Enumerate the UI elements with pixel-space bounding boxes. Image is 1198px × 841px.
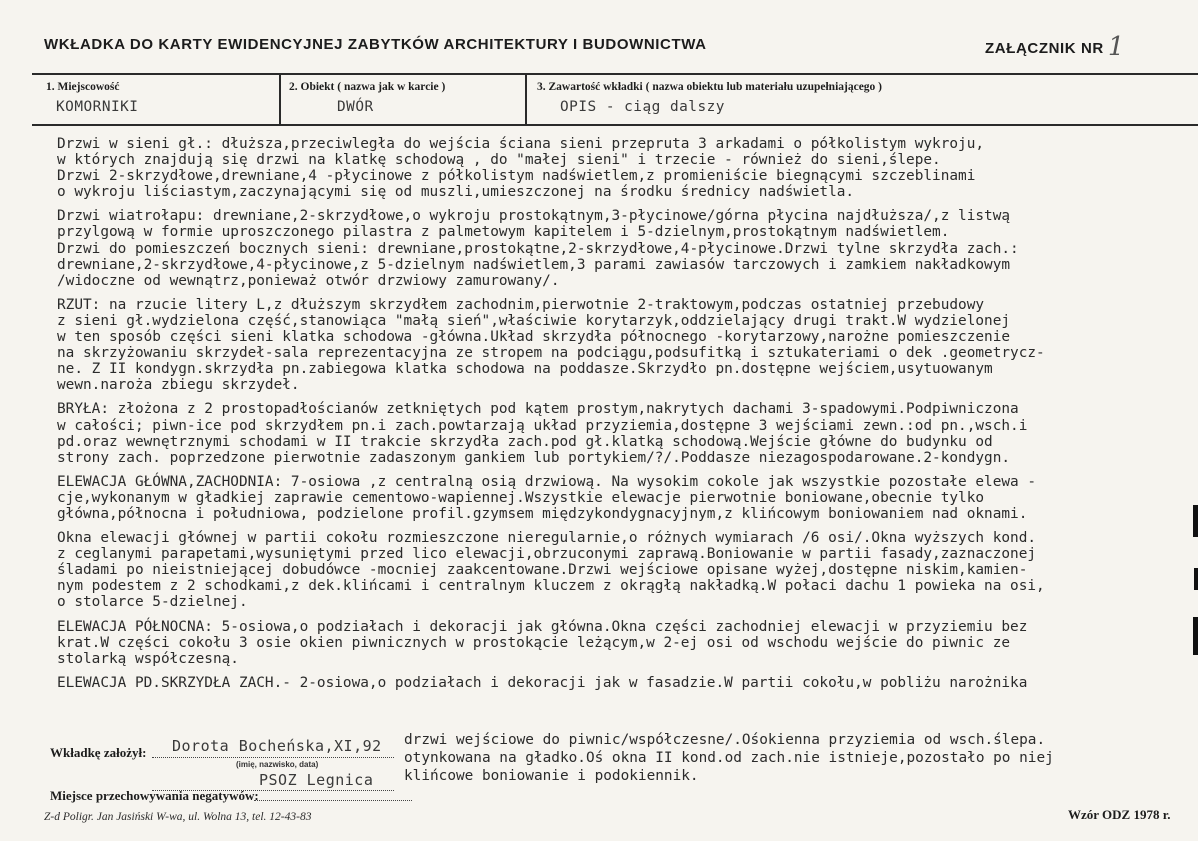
location-label: 1. Miejscowość [46,81,120,93]
typed-line: stolarką współczesną. [57,650,239,667]
established-dotted-line [152,757,394,758]
attachment-number [985,30,1125,60]
paragraph-gap [57,289,1198,297]
typed-line: RZUT: na rzucie litery L,z dłuższym skrzydłem zachodnim,pierwotnie 2-traktowym,podczas ostatniej przebudowy [57,296,985,313]
typed-line: Drzwi wiatrołapu: drewniane,2-skrzydłowe,o wykroju prostokątnym,3-płycinowe/górna płycina najdłuższa/,z listwą [57,208,1011,225]
description-paragraph [57,675,1198,691]
description-paragraph [57,401,1198,465]
established-caption: (imię, nazwisko, data) [236,760,319,769]
typed-line: śladami po nieistniejącej dobudówce -mocniej zaakcentowane.Drzwi wejściowe opisane wyżej,dostępne niskim,kamien- [57,562,1028,579]
paragraph-gap [57,667,1198,675]
typed-line: główna,północna i południowa, podzielone profil.gzymsem międzykondygnacyjnym,z klińcowym boniowaniem nad oknami. [57,505,1028,522]
contents-label: 3. Zawartość wkładki ( nazwa obiektu lub materiału uzupełniającego ) [537,81,883,93]
scan-edge-mark [1194,568,1198,590]
typed-line: pd.oraz wewnętrznymi schodami w II trakcie skrzydła zach.pod gł.klatką schodową.Wejście główne do budynku od [57,433,993,450]
typed-line: z sieni gł.wydzielona część,stanowiąca "małą sień",właściwie korytarzyk,oddzielający drugi trakt.W wydzielonej [57,312,1011,329]
established-label: Wkładkę założył: [50,745,147,760]
typed-line: Okna elewacji głównej w partii cokołu rozmieszczone nieregularnie,o różnych wymiarach /6 osi/.Okna wyższych kond. [57,530,1037,547]
typed-line: ELEWACJA PÓŁNOCNA: 5-osiowa,o podziałach i dekoracji jak główna.Okna części zachodniej elewacji w przyziemiu bez [57,618,1028,635]
form-title: WKŁADKA DO KARTY EWIDENCYJNEJ ZABYTKÓW ARCHITEKTURY I BUDOWNICTWA [44,36,707,53]
scan-edge-mark [1193,505,1198,537]
continuation-text [404,731,1184,785]
typed-line: na skrzyżowaniu skrzydeł-sala reprezentacyjna ze stropem na podciągu,podsufitką i sztukateriami o dek .geometrycz- [57,345,1045,362]
field-divider-1 [279,73,281,126]
description-paragraph [57,619,1198,667]
typed-line: drewniane,2-skrzydłowe,4-płycinowe,z 5-dzielnym nadświetlem,3 parami zawiasów tarczowych i zamkiem nakładkowym [57,256,1011,273]
field-top-rule [32,73,1198,75]
typed-line: w całości; piwn-ice pod skrzydłem pn.i zach.powtarzają układ przyziemia,dostępne 3 wejściami zewn.:od pn.,wsch.i [57,417,1028,434]
typed-line: wewn.naroża zbiegu skrzydeł. [57,377,300,394]
negatives-label: Miejsce przechowywania negatywów: [50,788,259,803]
location-value: KOMORNIKI [56,99,139,115]
typed-line: drzwi wejściowe do piwnic/współczesne/.Ośokienna przyziemia od wsch.ślepa. [404,732,1046,748]
typed-line: strony zach. poprzedzone pierwotnie zadaszonym gankiem lub portykiem/?/.Poddasze niezagospodarowane.2-kondygn. [57,449,1011,466]
paragraph-gap [57,200,1198,208]
field-divider-2 [525,73,527,126]
typed-line: nym podestem z 2 schodkami,z dek.klińcami i centralnym kluczem z okrągłą nakładką.W połaci dachu 1 powieka na osi, [57,578,1045,595]
typed-line: Drzwi 2-skrzydłowe,drewniane,4 -płycinowe z półkolistym nadświetlem,z promieniście biegnącymi szczeblinami [57,168,976,185]
object-value: DWÓR [337,99,374,115]
typed-line: klińcowe boniowanie i podokiennik. [404,768,699,784]
contents-value: OPIS - ciąg dalszy [560,99,725,115]
typed-line: Drzwi w sieni gł.: dłuższa,przeciwległa do wejścia ściana sieni przepruta 3 arkadami o półkolistym wykroju, [57,136,985,152]
attachment-label: ZAŁĄCZNIK NR [985,40,1104,57]
typed-line: /widoczne od wewnątrz,ponieważ otwór drzwiowy zamurowany/. [57,272,560,289]
typed-line: z ceglanymi parapetami,wysuniętymi przed lico elewacji,obrzuconymi zaprawą.Boniowanie w partii fasady,zaznaczonej [57,546,1037,563]
paragraph-gap [57,611,1198,619]
typed-line: krat.W części cokołu 3 osie okien piwnicznych w prostokącie leżącym,w 2-ej osi od wschodu wejście do piwnic ze [57,634,1011,651]
scan-edge-mark [1193,617,1198,655]
description-paragraph [57,297,1198,394]
typed-line: cje,wykonanym w gładkiej zaprawie cementowo-wapiennej.Wszystkie elewacje pierwotnie boniowane,obecnie tylko [57,489,985,506]
field-bottom-rule [32,124,1198,126]
typed-line: ELEWACJA GŁÓWNA,ZACHODNIA: 7-osiowa ,z centralną osią drzwiową. Na wysokim cokole jak wszystkie pozostałe elewa - [57,473,1037,490]
attachment-number-handwritten: 1 [1107,32,1126,62]
form-model: Wzór ODZ 1978 r. [1068,807,1171,822]
paragraph-gap [57,522,1198,530]
typed-line: BRYŁA: złożona z 2 prostopadłościanów zetkniętych pod kątem prostym,nakrytych dachami 3-spadowymi.Podpiwniczona [57,401,1019,418]
typed-line: o stolarce 5-dzielnej. [57,594,248,611]
description-body [57,136,1198,691]
office-value: PSOZ Legnica [259,771,374,789]
paragraph-gap [57,393,1198,401]
established-value: Dorota Bocheńska,XI,92 [172,737,382,755]
typed-line: otynkowana na gładko.Oś okna II kond.od zach.nie istnieje,pozostało po niej [404,750,1054,766]
typed-line: ELEWACJA PD.SKRZYDŁA ZACH.- 2-osiowa,o podziałach i dekoracji jak w fasadzie.W partii cokołu,w pobliżu narożnika [57,674,1028,691]
typed-line: przylgową w formie uproszczonego pilastra z palmetowym kapitelem i 5-dzielnym,prostokątnym nadświetlem. [57,224,950,241]
typed-line: w których znajdują się drzwi na klatkę schodową , do "małej sieni" i trzecie - również do sieni,ślepe. [57,152,941,169]
typed-line: o wykroju liściastym,zaczynającymi się od muszli,umieszczonej na środku średnicy nadświetla. [57,184,855,201]
printer-imprint: Z-d Poligr. Jan Jasiński W-wa, ul. Wolna 13, tel. 12-43-83 [44,811,312,823]
paragraph-gap [57,466,1198,474]
description-paragraph [57,208,1198,288]
description-paragraph [57,136,1198,200]
typed-line: ne. Z II kondygn.skrzydła pn.zabiegowa klatka schodowa na poddasze.Skrzydło pn.dostępne wejściem,usytuowanym [57,361,993,378]
negatives-dotted-line [254,800,412,801]
description-paragraph [57,530,1198,610]
description-paragraph [57,474,1198,522]
object-label: 2. Obiekt ( nazwa jak w karcie ) [289,81,446,93]
typed-line: Drzwi do pomieszczeń bocznych sieni: drewniane,prostokątne,2-skrzydłowe,4-płycinowe.Drzwi tylne skrzydła zach.: [57,240,1019,257]
typed-line: w ten sposób części sieni klatka schodowa -główna.Układ skrzydła północnego -korytarzowy,narożne pomieszczenie [57,329,1011,346]
